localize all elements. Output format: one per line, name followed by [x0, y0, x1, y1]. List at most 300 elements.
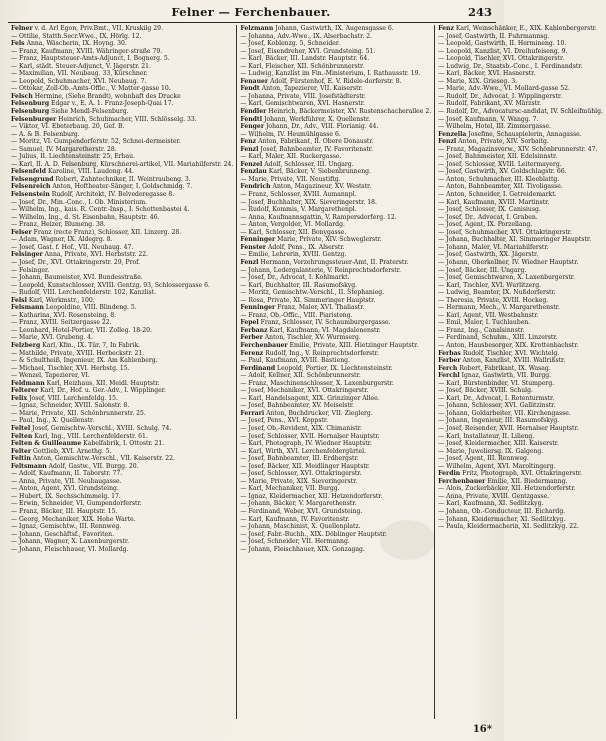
directory-entry [438, 342, 603, 350]
entry-surname: Fenz [240, 138, 257, 146]
entry-details: — Ludwig, Dr., Staatsb.-Conc., I. Ferdinandstr. [438, 62, 583, 70]
directory-entry [11, 425, 233, 433]
entry-details: — Karl, Maler, XII. Ruckergasse. [240, 153, 342, 161]
directory-entry [240, 289, 431, 297]
entry-details: — Moritz, VI. Gumpendorferstr. 52, Schnei-dermeister. [11, 138, 181, 146]
directory-entry [438, 282, 603, 290]
directory-entry [11, 440, 233, 448]
entry-details: — Rudolf, Fabrikant, XV. Märzstr. [438, 100, 542, 108]
directory-entry [11, 372, 233, 380]
entry-details: — Josef, Pens., XVI. Koppstr. [240, 417, 329, 425]
entry-details: — Katharina, XVI. Rosensteing. 8. [11, 311, 117, 319]
entry-surname: Ferber [240, 334, 263, 342]
directory-entry [240, 214, 431, 222]
directory-entry [11, 191, 233, 199]
directory-entry [240, 93, 431, 101]
directory-entry [240, 146, 431, 154]
signature-mark: 16* [472, 724, 492, 735]
directory-entry [240, 221, 431, 229]
entry-details: — Josef, Bahnbeamter, XV. Meiselstr. [240, 402, 354, 410]
directory-entry [11, 342, 233, 350]
entry-details: — Georg, Mechaniker, XIX. Hohe Warte. [11, 515, 136, 523]
directory-entry [438, 402, 603, 410]
directory-entry [11, 25, 233, 33]
directory-entry [438, 304, 603, 312]
directory-entry [240, 319, 431, 327]
entry-details: Karl, Kaufmann, VI. Magdalenenstr. [269, 326, 381, 334]
directory-entry [438, 433, 603, 441]
directory-entry [438, 146, 603, 154]
directory-entry [438, 523, 603, 531]
entry-details: — Adam, Wagner, IX. Aldegrg. 8. [11, 236, 113, 244]
directory-entry [438, 244, 603, 252]
directory-entry [240, 85, 431, 93]
directory-entry [11, 70, 233, 78]
entry-surname: Fendrich [240, 183, 271, 191]
entry-surname: Felsenburg [11, 100, 50, 108]
directory-entry [240, 395, 431, 403]
entry-details: — Josef, Gast. f. Hof., VII. Neubaug. 47. [11, 243, 134, 251]
directory-entry [240, 485, 431, 493]
entry-details: Anton, Gemischtw.-Verschl., VII. Kaiserstr. 22. [32, 455, 175, 463]
entry-details: — Rudolf, Dr., Advocat, I. Wipplingerstr. [438, 92, 563, 100]
entry-details: — Ignaz, Kleidermacher, XII. Hetzendorferstr. [240, 492, 383, 500]
entry-details: — Karl, Dr., Advocat, I. Rotenturmstr. [438, 394, 555, 402]
directory-entry [11, 365, 233, 373]
entry-details: Heinrich, Bäckermeister, XV. Rustenschacherallee 2. [268, 108, 432, 116]
entry-details: — Wilhelm, Ing., kais. R. Centr.-Insp., I. Schottenbastei 4. [11, 206, 190, 214]
directory-entry [438, 221, 603, 229]
directory-entry [11, 417, 233, 425]
entry-details: Robert, Zahntechniker, II. Weintraubeng. 3. [55, 175, 191, 183]
entry-surname: Felten [11, 432, 33, 440]
entry-details: — Johann, Ledergalanterie, V. Reinprechtsdorferstr. [240, 266, 401, 274]
entry-details: Kabelfabrik, I. Ottostr. 21. [83, 440, 165, 448]
entry-details: — Paul, Ing., X. Quellenstr. [11, 417, 95, 425]
directory-entry [11, 55, 233, 63]
directory-entry [11, 493, 233, 501]
directory-entry [438, 289, 603, 297]
entry-details: Hermann, Verzehrungssteuer-Amt, II. Praterstr. [260, 258, 409, 266]
entry-details: — Johann, Geschäftsf., Favoriten. [11, 530, 115, 538]
entry-details: — Marie, Juweliersg. IX. Galgeng. [438, 447, 544, 455]
directory-entry [240, 63, 431, 71]
entry-details: Karl, Weinschänker, E., XIX. Kahlenbergerstr. [455, 25, 597, 32]
entry-details: — Rudolf, VIII. Lerchenfelderstr. 102, Kanzlist. [11, 289, 157, 297]
entry-details: Anna, Private, XVI. Herbststr. 22. [44, 251, 149, 259]
directory-entry [438, 55, 603, 63]
directory-entry [438, 93, 603, 101]
entry-surname: Fendt [240, 85, 260, 93]
entry-details: — Michael, Tischler, XVI. Herbstg. 15. [11, 364, 130, 372]
directory-entry [240, 380, 431, 388]
directory-entry [11, 500, 233, 508]
directory-entry [438, 365, 603, 373]
directory-entry [240, 274, 431, 282]
directory-entry [240, 538, 431, 546]
directory-entry [438, 297, 603, 305]
directory-entry [240, 55, 431, 63]
entry-details: — Franz, Magazinsverw., XIV. Schönbrunnerstr. 47. [438, 145, 598, 153]
entry-details: — Anton, Agent, XVI. Grundsteing. [11, 485, 119, 493]
directory-entry [240, 440, 431, 448]
entry-details: — Karl, II. A. D. Felsenburg, Kürschnerei-artikel, VII. Mariahilferstr. 24. [11, 160, 234, 168]
directory-entry [11, 546, 233, 554]
entry-details: — Leopold, Kunstschlosser, XVIII. Gentzg. 93, Schlossergasse 6. [11, 281, 210, 289]
directory-entry [240, 417, 431, 425]
directory-entry [438, 153, 603, 161]
entry-details: — Karl, Bürstenbinder, VI. Stumperg. [438, 379, 555, 387]
entry-details: — Adolf, Kaufmann, II. Taborstr. 77. [11, 470, 123, 478]
entry-details: — Josef, Dr., Min.-Conc., I. Ob. Ministerium. [11, 198, 148, 206]
directory-entry [240, 508, 431, 516]
directory-entry [438, 470, 603, 478]
entry-details: — Josef, Bahnmeister, XII. Edelsinnstr. [438, 153, 558, 161]
entry-details: Franz, Schlosser, IV. Schaumburgergasse. [260, 319, 391, 327]
entry-details: — Marie, Private, VII. Neustiftg. [240, 175, 341, 183]
entry-details: — Hubert, IX. Sechsschimmelg. 17. [11, 492, 121, 500]
directory-entry [240, 138, 431, 146]
entry-details: — Josef, Bäcker, III. Ungarg. [438, 266, 527, 274]
directory-entry [240, 516, 431, 524]
entry-details: — Ottokar, Zoll-Ob.-Amts-Offic., V. Matter-gasse 10. [11, 85, 171, 93]
directory-entry [11, 327, 233, 335]
entry-details: — Josef, Bäcker, XVIII. Schulg. [438, 387, 533, 395]
directory-entry [240, 372, 431, 380]
entry-surname: Fels [11, 40, 25, 48]
entry-details: — Leopold, Kanzlist, VI. Dreihufeiseng. 9. [438, 47, 568, 55]
directory-entry [240, 108, 431, 116]
entry-details: — Leonhard, Hotel-Portier, VII. Zolleg. 18-20. [11, 326, 152, 334]
entry-surname: Felsch [11, 92, 33, 100]
entry-details: — Josef, Gastwirth, II. Fuhrmannsg. [438, 32, 550, 40]
directory-entry [11, 319, 233, 327]
entry-surname: Felten & Guilleaume [11, 440, 82, 448]
directory-entry [11, 463, 233, 471]
entry-details: — Josef, Ob.-Revident, XIX. Chimanistr. [240, 424, 362, 432]
directory-entry [438, 312, 603, 320]
directory-entry [240, 259, 431, 267]
directory-entry [240, 531, 431, 539]
entry-surname: Felix [11, 394, 28, 402]
entry-details: Franz, Maler, XVI. Thaliastr. [277, 304, 365, 312]
directory-entry [438, 380, 603, 388]
entry-details: — Anna, Kaufmannsgattin, V. Rampersdorferg. 12. [240, 213, 397, 221]
entry-details: — Ignaz, Schneider, XVIII. Salonstr. 8. [11, 402, 130, 410]
directory-entry [11, 357, 233, 365]
directory-entry [438, 425, 603, 433]
entry-details: — Josef, Buchhalter, XIX. Sieveringerstr. 18. [240, 198, 377, 206]
entry-details: — Karl, Bäcker, III. Landstr. Hauptstr. 64. [240, 55, 370, 63]
directory-entry [11, 448, 233, 456]
entry-surname: Fepel [240, 319, 259, 327]
directory-entry [438, 25, 603, 33]
entry-surname: Ferbas [438, 349, 461, 357]
entry-surname: Felsenstein [11, 191, 50, 199]
entry-details: — Anton, Vergolder, VI. Mollardg. [240, 221, 345, 229]
directory-entry [11, 387, 233, 395]
entry-details: — Viktor, VI. Ebeterbaug. 20, Gef. B. [11, 123, 125, 131]
directory-entry [438, 350, 603, 358]
directory-entry [11, 478, 233, 486]
entry-details: — Josef, Reisender, XVII. Hernalser Hauptstr. [438, 424, 579, 432]
entry-details: — Marie, XIX. Grieseg. 3. [438, 77, 518, 85]
entry-details: Leopoldine, VIII. Blindeng. 5. [45, 304, 137, 312]
directory-entry [11, 138, 233, 146]
directory-entry [240, 153, 431, 161]
entry-details: — Wilhelm, Agent, XVI. Maroltingerg. [438, 462, 556, 470]
directory-entry [11, 85, 233, 93]
entry-details: Anton, Buchdrucker, VII. Zieglerg. [266, 409, 373, 417]
entry-surname: Felzmann [240, 25, 274, 32]
directory-entry [240, 304, 431, 312]
entry-details: — Julius, II. Liechtensteinstr. 25, Erbau. [11, 153, 135, 161]
entry-details: Gottlieb, XVI. Arnethg. 5. [33, 447, 112, 455]
directory-entry [438, 500, 603, 508]
entry-details: Anton, Kanzlist, XVIII. Wallrißstr. [462, 357, 566, 365]
directory-entry [240, 70, 431, 78]
directory-entry [11, 350, 233, 358]
entry-surname: Feltsmann [11, 462, 47, 470]
directory-entry [438, 100, 603, 108]
directory-entry [438, 123, 603, 131]
directory-entry [11, 455, 233, 463]
directory-entry [438, 387, 603, 395]
directory-entry [11, 161, 233, 169]
directory-entry [240, 500, 431, 508]
entry-details: — Ferdinand, Schuhm., XIII. Linzerstr. [438, 334, 558, 342]
entry-details: — Johann, Maschinist, X. Quellenplatz. [240, 523, 361, 531]
entry-details: — Josef, Schlosser, XVIII. Leitermayerg. [438, 160, 562, 168]
entry-details: — Franz, Kaufmann, XVIII. Währinger-straße 79. [11, 47, 163, 55]
entry-surname: Felter [11, 447, 32, 455]
entry-details: — Franz, Bäcker, III. Hauptstr. 15. [11, 508, 118, 515]
directory-entry [438, 176, 603, 184]
directory-entry [438, 334, 603, 342]
entry-surname: Felsinger [11, 251, 43, 259]
entry-details: — Josef, Kleidermacher, XIII. Kaiserstr. [438, 440, 559, 448]
directory-entry [240, 448, 431, 456]
entry-details: Anton, Fabrikant, II. Obere Donaustr. [258, 138, 374, 146]
directory-entry [240, 40, 431, 48]
directory-entry [438, 478, 603, 486]
directory-entry [240, 327, 431, 335]
entry-details: — Anna, Private, XVIII. Gentzgasse. [438, 492, 550, 500]
directory-entry [240, 546, 431, 554]
directory-entry [240, 267, 431, 275]
entry-surname: Feldmann [11, 379, 45, 387]
directory-entry [240, 251, 431, 259]
directory-entry [240, 410, 431, 418]
entry-details: — Karl, Kaufmann, XI. Sedlitzkyg. [438, 500, 544, 508]
entry-details: Adolf, Gastw., VII. Burgg. 20. [48, 462, 139, 470]
entry-details: — Josef, Bäcker, XII. Meidlinger Hauptstr. [240, 462, 370, 470]
entry-details: Johann, Gastwirth, IX. Augensgasse 6. [275, 25, 394, 32]
entry-details: — Ludwig, Kanzlist im Fin.-Ministerium, I. Rathausstr. 19. [240, 70, 421, 78]
entry-surname: Fenzel [240, 160, 263, 168]
directory-entry [240, 478, 431, 486]
entry-details: — Karl, Agent, VII. Westbahnstr. [438, 311, 539, 319]
entry-details: — Marie, XVI. Grubeng. 4. [11, 334, 93, 342]
entry-details: — Johann, Schlosser, XVI. Gallitzinstr. [438, 402, 556, 410]
entry-details: Karoline, VIII. Laudong. 44. [47, 168, 135, 176]
directory-entry [11, 297, 233, 305]
entry-details: — Josef, Dr., XVI. Ottakringerstr. 29, Prof. [11, 258, 141, 266]
directory-entry [438, 229, 603, 237]
entry-details: — Wilhelm, Ing., d. St. Eisenbahn, Hauptstr. 46. [11, 213, 160, 221]
page-number: 243 [467, 5, 492, 19]
directory-entry [240, 183, 431, 191]
entry-details: — Wilhelm, Hotel, III. Zimmergasse. [438, 123, 551, 131]
directory-entry [240, 425, 431, 433]
entry-surname: Felterer [11, 387, 39, 395]
directory-entry [11, 380, 233, 388]
directory-entry [240, 161, 431, 169]
entry-details: — Josef, Fabr.-Buchh., XIX. Döblinger Hauptstr. [240, 530, 387, 538]
directory-entry [240, 402, 431, 410]
directory-entry [11, 221, 233, 229]
entry-surname: Fendler [240, 108, 267, 116]
directory-entry [11, 229, 233, 237]
entry-details: — A. & B. Felsenburg. [11, 130, 80, 138]
directory-entry [11, 123, 233, 131]
directory-entry [438, 259, 603, 267]
column-3 [434, 25, 606, 719]
directory-entry [240, 236, 431, 244]
entry-details: — Theresia, Private, XVIII. Hockeg. [438, 296, 549, 304]
directory-entry [11, 523, 233, 531]
directory-entry [11, 146, 233, 154]
directory-entry [438, 191, 603, 199]
entry-details: — Marie, Private, XII. Schönbrunnerstr. 25. [11, 409, 146, 417]
directory-entry [240, 244, 431, 252]
entry-details: — Leopold, Gastwirth, II. Hermineng. 10. [438, 40, 567, 48]
entry-details: Karl, Heizhaus, XII. Meidl. Hauptstr. [46, 379, 160, 387]
entry-details: — Josef, Gastwirth, XV. Goldschlagstr. 66. [438, 168, 567, 176]
entry-details: Emilie, XII. Biedermanng. [487, 477, 568, 485]
directory-entry [438, 440, 603, 448]
directory-entry [11, 78, 233, 86]
directory-entry [11, 485, 233, 493]
directory-entry [11, 199, 233, 207]
entry-details: — Leopold, Schuhmacher, XVI. Neubaug. 7. [11, 77, 147, 85]
entry-surname: Feltel [11, 424, 31, 432]
entry-details: — Anna, Private, VII. Neubaugasse. [11, 477, 122, 485]
entry-details: — Johann, Ob.-Conducteur, III. Eichardg. [438, 508, 566, 515]
entry-surname: Fenzella [438, 130, 467, 138]
entry-details: — Karl, Handelsagent, XIX. Grinzinger Allee. [240, 394, 380, 402]
entry-details: — Karl, Buchhalter, III. Rasumofskyg. [240, 281, 358, 289]
entry-details: — Franz, Ob.-Offic., VIII. Piaristeng. [240, 311, 353, 319]
entry-details: — Paula, Kleidermacherin, XI. Sedlitzkyg. 22. [438, 523, 579, 531]
entry-surname: Fenz [438, 25, 454, 32]
entry-details: Ignaz, Gastwirth, VII. Burgg. [461, 372, 552, 380]
directory-entry [438, 199, 603, 207]
entry-surname: Fenzl [240, 258, 259, 266]
directory-entry [240, 131, 431, 139]
directory-entry [240, 229, 431, 237]
entry-details: — Anton, Schneider, I. Getreidemarkt. [438, 191, 557, 199]
entry-surname: Ferchenbauer [240, 341, 288, 349]
directory-entry [240, 342, 431, 350]
entry-details: — Karl, Fleischer, XII. Schönbrunnerstr. [240, 62, 365, 70]
entry-details: Rudolf, Tischler, XVI. Wichtelg. [462, 349, 560, 357]
entry-details: Rudolf, Architekt, IV. Belvederegasse 8. [51, 191, 175, 199]
directory-entry [438, 516, 603, 524]
entry-surname: Felner [11, 25, 33, 32]
entry-details: — Ignaz, Gemischtw., III. Rennweg. [11, 523, 122, 531]
entry-details: — Leopold, Tischler, XVI. Ottakringerstr. [438, 55, 565, 63]
directory-entry [240, 493, 431, 501]
entry-details: — Maximilian, VII. Neubaug. 33, Kürschner. [11, 70, 148, 78]
entry-details: — Emilie, Lehrerin, XVIII. Gentzg. [240, 251, 347, 259]
directory-entry [11, 395, 233, 403]
entry-details: — Karl, Installateur, II. Lilieng. [438, 432, 535, 440]
entry-details: Heinrich, Schuhmacher, VIII. Schlösselg. 33. [58, 115, 197, 123]
directory-entry [11, 289, 233, 297]
directory-entry [240, 455, 431, 463]
entry-details: — Franz, XVIII. Seitzergasse 22. [11, 319, 112, 327]
entry-details: — Alois, Zuckerbäcker, XII. Hetzendorferstr. [438, 485, 576, 493]
entry-details: Anton, Private, XIV. Sorbaitg. [458, 138, 549, 146]
directory-entry [438, 236, 603, 244]
entry-surname: Fenster [240, 243, 267, 251]
directory-entry [438, 85, 603, 93]
directory-entry [11, 206, 233, 214]
entry-details: — Karl, Tischler, XVI. Wurlitzerg. [438, 281, 542, 289]
directory-entry [438, 40, 603, 48]
directory-entry [438, 448, 603, 456]
entry-details: Franz (recte Franz), Schlosser, XII. Linzerg. 28. [33, 228, 182, 236]
directory-entry [438, 372, 603, 380]
entry-details: — Karl, Kaufmann, IV. Favoritenstr. [240, 515, 350, 523]
directory-entry [438, 116, 603, 124]
entry-surname: Felsenburg [11, 108, 50, 116]
directory-entry [438, 131, 603, 139]
directory-entry [438, 63, 603, 71]
entry-details: Karl, Dr., Hof. u. Ger.-Adv., I. Wipplinger. [40, 387, 166, 395]
directory-entry [11, 410, 233, 418]
entry-details: — Josef, Koblenzg. 5, Schneider. [240, 40, 341, 48]
directory-entry [11, 312, 233, 320]
entry-surname: Ferchl [438, 372, 460, 380]
entry-details: — Josef, Schlosser, IX. Canisiusg. [438, 206, 541, 214]
directory-entry [438, 138, 603, 146]
directory-entry [11, 251, 233, 259]
entry-details: — Josef, Agent, III. Rennweg. [438, 455, 529, 463]
entry-details: Karl, Bäcker, V. Siebenbrunneng. [268, 168, 371, 176]
directory-entry [11, 168, 233, 176]
directory-entry [240, 312, 431, 320]
directory-entry [11, 304, 233, 312]
directory-entry [11, 282, 233, 290]
directory-columns [8, 25, 603, 719]
entry-details: Adolf, Schlosser, III. Ungarg. [264, 160, 354, 168]
entry-details: Josef, VIII. Lerchenfeldg. 15. [29, 394, 118, 402]
page-header [10, 5, 492, 21]
entry-surname: Felsenfeld [11, 168, 46, 176]
directory-entry [240, 282, 431, 290]
directory-entry [438, 493, 603, 501]
directory-entry [438, 485, 603, 493]
directory-entry [438, 455, 603, 463]
entry-details: — Josef, Bahnbeamter, III. Erdbergstr. [240, 455, 359, 463]
entry-surname: Felzberg [11, 341, 41, 349]
entry-details: — Samuel, IV. Margaretherstr. 28. [11, 145, 117, 153]
directory-entry [11, 108, 233, 116]
directory-entry [11, 244, 233, 252]
entry-details: — Anton, Schuhmacher, III. Kleeblattg. [438, 175, 560, 183]
